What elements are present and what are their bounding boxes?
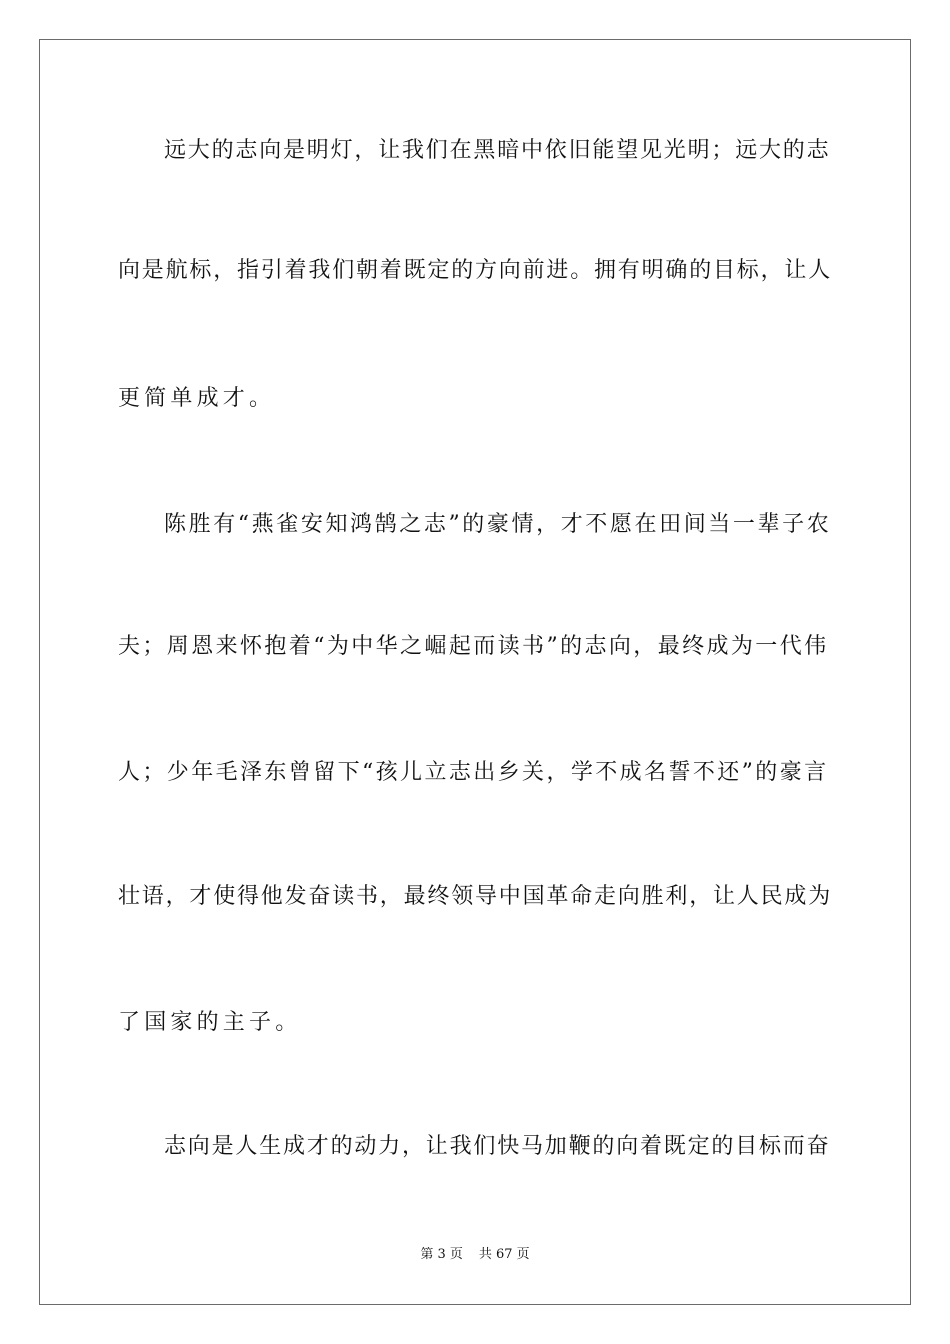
text-line-2: 向是航标，指引着我们朝着既定的方向前进。拥有明确的目标，让人 [118, 258, 833, 283]
text-line-7: 壮语，才使得他发奋读书，最终领导中国革命走向胜利，让人民成为 [118, 884, 833, 909]
text-line-5: 夫；周恩来怀抱着“为中华之崛起而读书”的志向，最终成为一代伟 [118, 634, 829, 659]
page-footer [0, 1246, 950, 1264]
text-line-9: 志向是人生成才的动力，让我们快马加鞭的向着既定的目标而奋 [164, 1134, 831, 1159]
page-border [39, 39, 911, 1305]
page-total: 共 67 页 [478, 1247, 530, 1262]
page-number: 第 3 页 [420, 1247, 463, 1262]
text-line-8: 了国家的主子。 [118, 1010, 302, 1035]
text-line-4: 陈胜有“燕雀安知鸿鹄之志”的豪情，才不愿在田间当一辈子农 [164, 512, 832, 537]
text-line-1: 远大的志向是明灯，让我们在黑暗中依旧能望见光明；远大的志 [164, 138, 831, 163]
text-line-6: 人；少年毛泽东曾留下“孩儿立志出乡关，学不成名誓不还”的豪言 [118, 760, 829, 785]
text-line-3: 更简单成才。 [118, 386, 276, 411]
